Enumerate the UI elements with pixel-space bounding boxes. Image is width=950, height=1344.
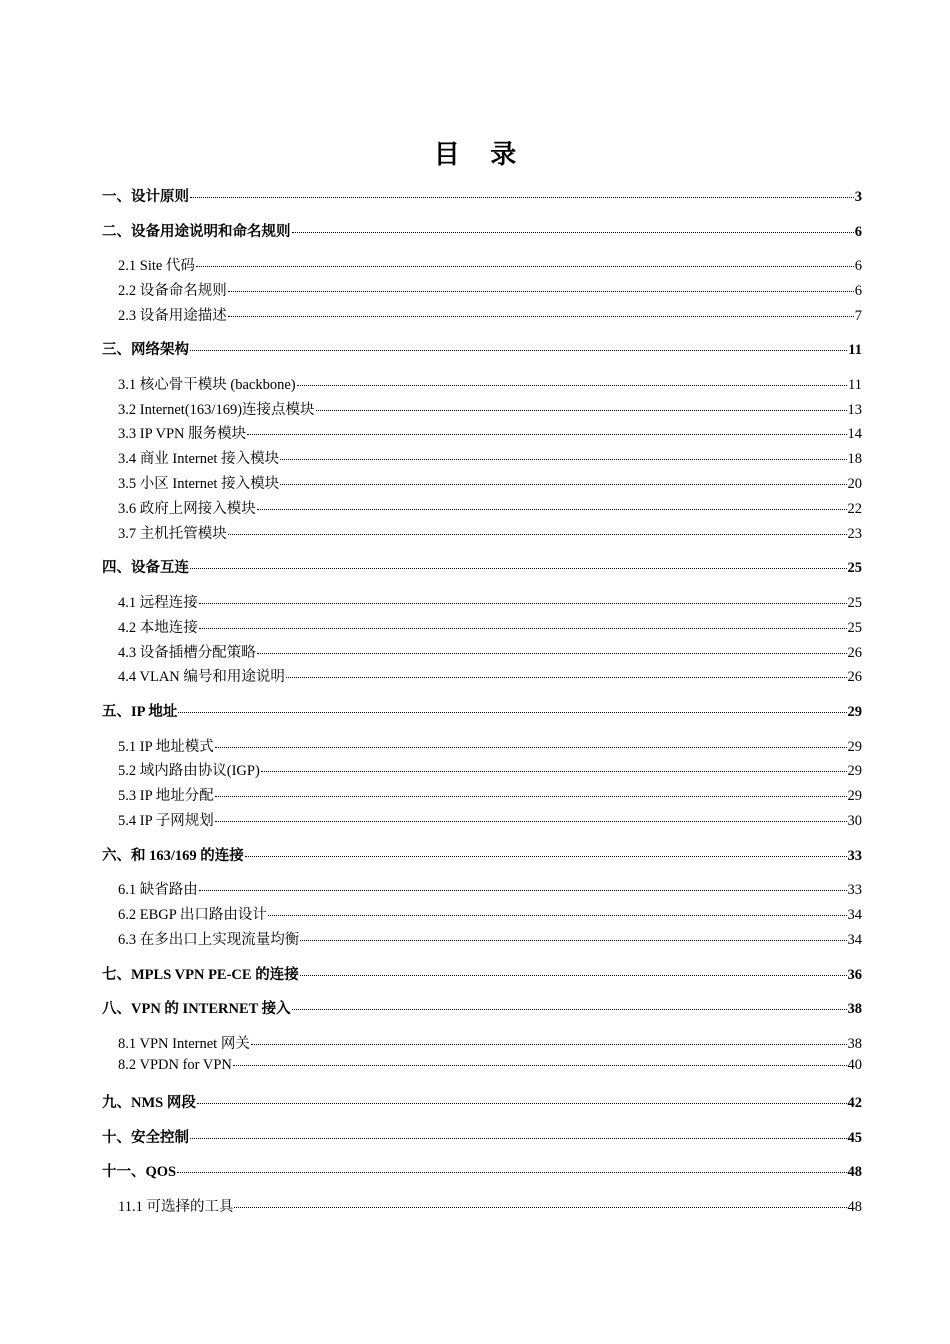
toc-page-number: 25 — [847, 560, 862, 577]
toc-subsection-entry[interactable] — [102, 878, 862, 903]
page-title: 目 录 — [433, 140, 529, 169]
toc-entry-label: 五、IP 地址 — [102, 704, 178, 721]
toc-page-number: 25 — [847, 594, 862, 611]
toc-subsection-entry[interactable] — [102, 279, 862, 304]
toc-page-number: 42 — [847, 1095, 862, 1112]
toc-page-number: 23 — [847, 525, 862, 542]
toc-entry-label: 11.1 可选择的工具 — [118, 1198, 234, 1215]
toc-entry-label: 5.2 域内路由协议(IGP) — [118, 763, 260, 780]
toc-subsection-entry[interactable] — [102, 522, 862, 547]
toc-entry-label: 3.1 核心骨干模块 (backbone) — [118, 376, 296, 393]
toc-page-number: 3 — [854, 189, 862, 205]
toc-subsection-entry[interactable] — [102, 616, 862, 641]
toc-dot-leader — [197, 1103, 847, 1104]
toc-dot-leader — [215, 747, 847, 748]
toc-page-number: 22 — [847, 500, 862, 517]
toc-subsection-entry[interactable] — [102, 373, 862, 398]
toc-page-number: 29 — [847, 788, 862, 805]
toc-entry-label: 三、网络架构 — [102, 342, 189, 359]
toc-section-entry[interactable] — [102, 338, 862, 363]
toc-section-entry[interactable] — [102, 963, 862, 988]
toc-entry-label: 3.2 Internet(163/169)连接点模块 — [118, 401, 315, 418]
toc-page-number: 33 — [847, 847, 862, 864]
toc-entry-label: 3.4 商业 Internet 接入模块 — [118, 451, 280, 468]
toc-dot-leader — [215, 821, 847, 822]
toc-page-number: 7 — [854, 307, 862, 324]
toc-entry-label: 5.1 IP 地址模式 — [118, 738, 214, 755]
toc-dot-leader — [268, 915, 847, 916]
toc-page-number: 48 — [847, 1164, 862, 1181]
toc-section-entry[interactable] — [102, 556, 862, 581]
toc-dot-leader — [297, 385, 847, 386]
toc-subsection-entry[interactable] — [102, 422, 862, 447]
toc-subsection-entry[interactable] — [102, 641, 862, 666]
toc-subsection-entry[interactable] — [102, 1057, 862, 1082]
toc-subsection-entry[interactable] — [102, 398, 862, 423]
toc-page-number: 11 — [848, 342, 862, 359]
toc-page-number: 11 — [848, 376, 862, 393]
toc-page-number: 45 — [847, 1129, 862, 1146]
toc-section-entry[interactable] — [102, 1160, 862, 1185]
toc-dot-leader — [199, 890, 847, 891]
toc-page-number: 34 — [847, 907, 862, 924]
toc-page-number: 38 — [847, 1001, 862, 1018]
toc-dot-leader — [233, 1065, 847, 1066]
toc-page-number: 40 — [847, 1056, 862, 1073]
toc-dot-leader — [190, 568, 847, 569]
toc-entry-label: 6.3 在多出口上实现流量均衡 — [118, 931, 300, 948]
toc-section-entry[interactable] — [102, 1091, 862, 1116]
toc-entry-label: 2.1 Site 代码 — [118, 258, 195, 274]
toc-section-entry[interactable] — [102, 220, 862, 245]
toc-subsection-entry[interactable] — [102, 903, 862, 928]
toc-dot-leader — [257, 653, 847, 654]
toc-dot-leader — [292, 1009, 847, 1010]
toc-subsection-entry[interactable] — [102, 928, 862, 953]
toc-entry-label: 十、安全控制 — [102, 1129, 189, 1146]
toc-dot-leader — [177, 1172, 846, 1173]
toc-section-entry[interactable] — [102, 185, 862, 210]
toc-page-number: 26 — [847, 644, 862, 661]
toc-dot-leader — [234, 1207, 846, 1208]
toc-entry-label: 4.1 远程连接 — [118, 594, 198, 611]
toc-page-number: 18 — [847, 451, 862, 468]
toc-page-number: 25 — [847, 619, 862, 636]
toc-section-entry[interactable] — [102, 1126, 862, 1151]
toc-entry-label: 8.2 VPDN for VPN — [118, 1056, 232, 1073]
table-of-contents — [102, 185, 862, 1230]
toc-page-number: 20 — [847, 476, 862, 493]
toc-subsection-entry[interactable] — [102, 1032, 862, 1057]
toc-subsection-entry[interactable] — [102, 735, 862, 760]
toc-page-number: 26 — [847, 669, 862, 686]
toc-entry-label: 一、设计原则 — [102, 189, 189, 205]
toc-subsection-entry[interactable] — [102, 665, 862, 690]
toc-dot-leader — [190, 350, 847, 351]
toc-entry-label: 4.3 设备插槽分配策略 — [118, 644, 256, 661]
toc-dot-leader — [199, 628, 847, 629]
toc-page-number: 33 — [847, 882, 862, 899]
toc-entry-label: 5.3 IP 地址分配 — [118, 788, 214, 805]
toc-subsection-entry[interactable] — [102, 472, 862, 497]
toc-dot-leader — [196, 266, 854, 267]
toc-entry-label: 四、设备互连 — [102, 560, 189, 577]
toc-page-number: 48 — [847, 1198, 862, 1215]
toc-entry-label: 九、NMS 网段 — [102, 1095, 196, 1112]
toc-page-number: 29 — [847, 738, 862, 755]
toc-section-entry[interactable] — [102, 700, 862, 725]
toc-entry-label: 3.6 政府上网接入模块 — [118, 500, 256, 517]
toc-dot-leader — [199, 603, 847, 604]
toc-page-number: 34 — [847, 931, 862, 948]
toc-subsection-entry[interactable] — [102, 809, 862, 834]
toc-dot-leader — [178, 712, 846, 713]
toc-entry-label: 八、VPN 的 INTERNET 接入 — [102, 1001, 291, 1018]
toc-dot-leader — [280, 484, 846, 485]
toc-subsection-entry[interactable] — [102, 591, 862, 616]
toc-entry-label: 二、设备用途说明和命名规则 — [102, 223, 291, 240]
toc-dot-leader — [300, 940, 846, 941]
toc-dot-leader — [245, 856, 847, 857]
toc-dot-leader — [228, 291, 854, 292]
toc-entry-label: 3.5 小区 Internet 接入模块 — [118, 476, 280, 493]
toc-subsection-entry[interactable] — [102, 254, 862, 279]
toc-page-number: 38 — [847, 1035, 862, 1052]
toc-entry-label: 5.4 IP 子网规划 — [118, 813, 214, 830]
toc-dot-leader — [215, 796, 847, 797]
toc-entry-label: 3.3 IP VPN 服务模块 — [118, 426, 247, 443]
toc-subsection-entry[interactable] — [102, 759, 862, 784]
toc-page-number: 30 — [847, 813, 862, 830]
toc-page-number: 6 — [854, 258, 862, 274]
toc-entry-label: 2.3 设备用途描述 — [118, 307, 227, 324]
toc-subsection-entry[interactable] — [102, 1195, 862, 1220]
toc-page-number: 36 — [847, 966, 862, 983]
toc-dot-leader — [261, 771, 847, 772]
toc-dot-leader — [190, 197, 854, 198]
toc-dot-leader — [257, 509, 847, 510]
toc-subsection-entry[interactable] — [102, 447, 862, 472]
toc-dot-leader — [316, 410, 847, 411]
toc-entry-label: 七、MPLS VPN PE-CE 的连接 — [102, 966, 299, 983]
toc-subsection-entry[interactable] — [102, 304, 862, 329]
toc-page-number: 6 — [854, 223, 862, 240]
toc-dot-leader — [228, 316, 854, 317]
toc-entry-label: 3.7 主机托管模块 — [118, 525, 227, 542]
toc-entry-label: 8.1 VPN Internet 网关 — [118, 1035, 250, 1052]
toc-section-entry[interactable] — [102, 844, 862, 869]
toc-page-number: 29 — [847, 763, 862, 780]
toc-entry-label: 4.4 VLAN 编号和用途说明 — [118, 669, 285, 686]
toc-entry-label: 6.2 EBGP 出口路由设计 — [118, 907, 267, 924]
toc-subsection-entry[interactable] — [102, 784, 862, 809]
toc-entry-label: 十一、QOS — [102, 1164, 177, 1181]
toc-dot-leader — [292, 232, 854, 233]
toc-entry-label: 4.2 本地连接 — [118, 619, 198, 636]
toc-dot-leader — [251, 1044, 847, 1045]
toc-dot-leader — [228, 534, 847, 535]
toc-dot-leader — [190, 1138, 847, 1139]
toc-page-number: 13 — [847, 401, 862, 418]
toc-page-number: 6 — [854, 282, 862, 299]
toc-entry-label: 6.1 缺省路由 — [118, 882, 198, 899]
toc-page-number: 14 — [847, 426, 862, 443]
toc-entry-label: 六、和 163/169 的连接 — [102, 847, 244, 864]
toc-page-number: 29 — [847, 704, 862, 721]
toc-dot-leader — [286, 677, 847, 678]
toc-entry-label: 2.2 设备命名规则 — [118, 282, 227, 299]
toc-dot-leader — [280, 459, 846, 460]
toc-dot-leader — [247, 434, 846, 435]
toc-dot-leader — [300, 975, 847, 976]
toc-subsection-entry[interactable] — [102, 497, 862, 522]
toc-section-entry[interactable] — [102, 997, 862, 1022]
